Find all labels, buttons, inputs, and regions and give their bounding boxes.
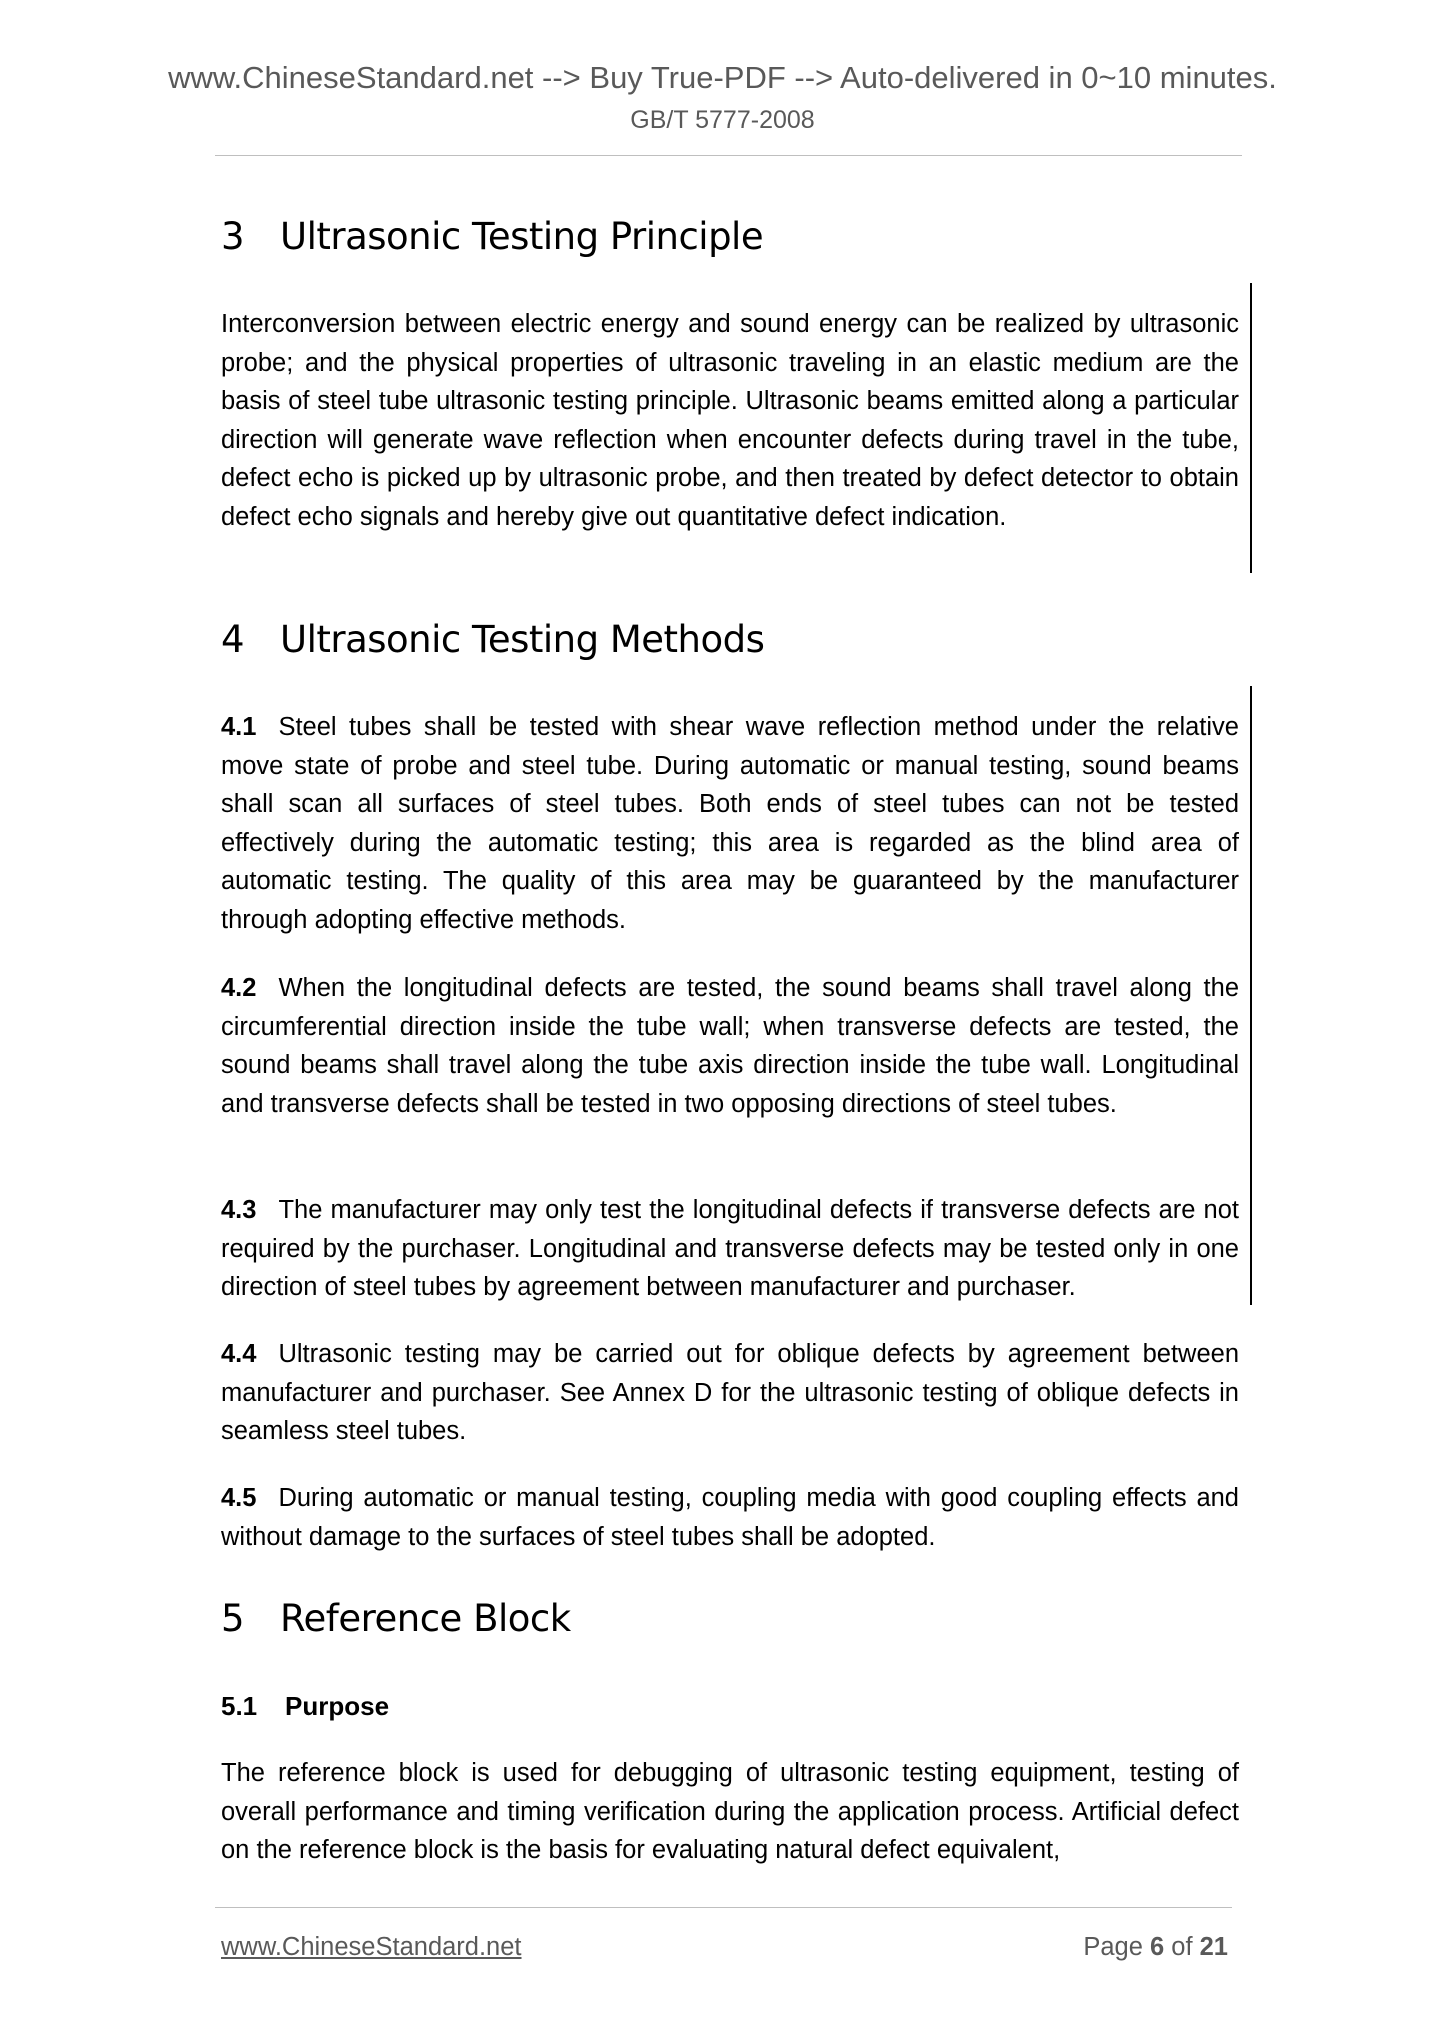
footer-divider [215,1907,1232,1908]
change-bar [1250,686,1252,1305]
standard-number: GB/T 5777-2008 [630,106,815,134]
header-title: www.ChineseStandard.net --> Buy True-PDF --> Auto-delivered in 0~10 minutes. [168,60,1277,95]
section-4-heading [221,617,764,663]
footer-website-link[interactable]: www.ChineseStandard.net [221,1933,522,1961]
clause-number: 4.3 [221,1196,257,1224]
subsection-5-1-heading [221,1687,389,1725]
section-title: Ultrasonic Testing Methods [280,618,765,661]
page-current: 6 [1150,1933,1165,1961]
clause-4-4 [221,1335,1239,1451]
clause-4-3 [221,1191,1239,1307]
section-number: 4 [221,618,245,661]
clause-text: When the longitudinal defects are tested, the sound beams shall travel along the circumferential direction inside the tube wall; when transverse defects are tested, the sound beams shall travel along the tube axis direction inside the tube wall. Longitudinal and transverse defects shall be tested in two opposing directions of steel tubes. [221,974,1239,1118]
section-number: 3 [221,215,245,258]
clause-4-2 [221,969,1239,1123]
page-total: 21 [1199,1933,1228,1961]
clause-number: 4.5 [221,1484,257,1512]
section-title: Ultrasonic Testing Principle [280,215,764,258]
section-number: 5 [221,1597,245,1640]
clause-text: Steel tubes shall be tested with shear wave reflection method under the relative move state of probe and steel tube. During automatic or manual testing, sound beams shall scan all surfaces of steel tubes. Both ends of steel tubes can not be tested effectively during the automatic testing; this area is regarded as the blind area of automatic testing. The quality of this area may be guaranteed by the manufacturer through adopting effective methods. [221,713,1239,934]
section-5-heading [221,1596,571,1642]
section-3-body: Interconversion between electric energy and sound energy can be realized by ultrasonic probe; and the physical properties of ultrasonic traveling in an elastic medium are the basis of steel tube ultrasonic testing principle. Ultrasonic beams emitted along a particular direction will generate wave reflection when encounter defects during travel in the tube, defect echo is picked up by ultrasonic probe, and then treated by defect detector to obtain defect echo signals and hereby give out quantitative defect indication. [221,310,1239,531]
header-divider [215,155,1242,156]
page-prefix: Page [1083,1933,1150,1961]
clause-text: During automatic or manual testing, coupling media with good coupling effects and without damage to the surfaces of steel tubes shall be adopted. [221,1484,1239,1551]
clause-4-1 [221,708,1239,939]
clause-4-5 [221,1479,1239,1556]
subsection-number: 5.1 [221,1691,258,1721]
section-title: Reference Block [280,1597,571,1640]
clause-number: 4.4 [221,1340,257,1368]
clause-number: 4.1 [221,713,257,741]
section-3-heading [221,214,763,260]
subsection-title: Purpose [285,1691,390,1721]
clause-text: The manufacturer may only test the longitudinal defects if transverse defects are not required by the purchaser. Longitudinal and transverse defects may be tested only in one direction of steel tubes by agreement between manufacturer and purchaser. [221,1196,1239,1301]
clause-text: Ultrasonic testing may be carried out for oblique defects by agreement between manufacturer and purchaser. See Annex D for the ultrasonic testing of oblique defects in seamless steel tubes. [221,1340,1239,1445]
subsection-5-1-body: The reference block is used for debugging of ultrasonic testing equipment, testing of overall performance and timing verification during the application process. Artificial defect on the reference block is the basis for evaluating natural defect equivalent, [221,1759,1239,1864]
clause-number: 4.2 [221,974,257,1002]
page-of: of [1164,1933,1200,1961]
change-bar [1250,283,1252,573]
page-number [1000,1929,1228,1965]
